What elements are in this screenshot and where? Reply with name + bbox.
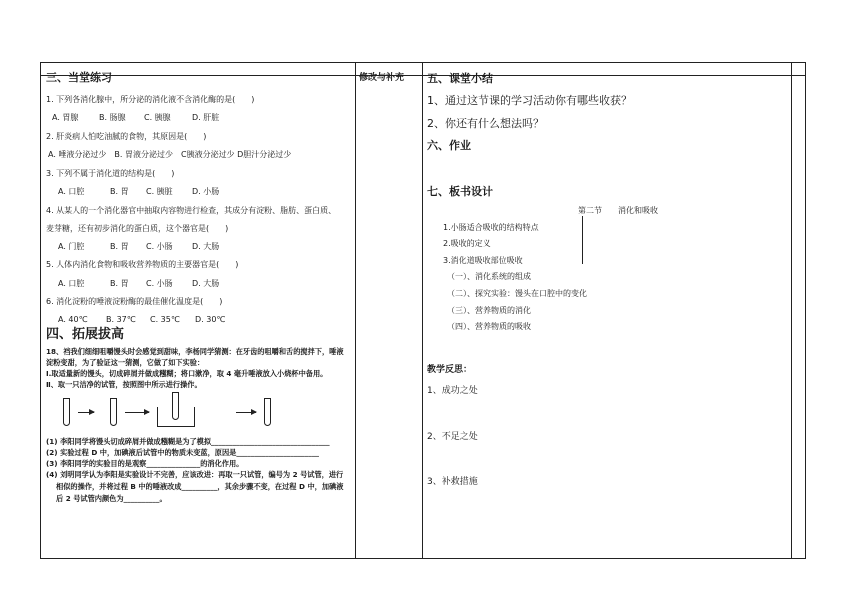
- q6-option-b: B. 37℃: [106, 315, 136, 324]
- q2-options: A. 唾液分泌过少 B. 胃液分泌过少 C胰液分泌过少 D胆汁分泌过少: [48, 150, 292, 159]
- board-sub-4: （四）、营养物质的吸收: [447, 322, 531, 331]
- board-item-1: 1.小肠适合吸收的结构特点: [443, 223, 539, 232]
- section4-title: 四、拓展拔高: [46, 327, 125, 342]
- board-bracket: [582, 216, 583, 264]
- q18-line1: 18、裆我们细细咀嚼馒头时会感觉到甜味，李杨同学猜测：在牙齿的咀嚼和舌的搅拌下，唾液: [46, 347, 344, 356]
- q6-option-a: A. 40℃: [58, 315, 88, 324]
- question-3: 3. 下列不属于消化道的结构是( ): [46, 169, 175, 178]
- section5-title: 五、课堂小结: [427, 72, 493, 85]
- header-rule: [41, 75, 805, 76]
- test-tube-a: [63, 398, 70, 426]
- question-5: 5. 人体内消化食物和吸收营养物质的主要器官是( ): [46, 260, 239, 269]
- q5-option-a: A. 口腔: [58, 279, 85, 288]
- board-title: 第二节 消化和吸收: [578, 206, 658, 215]
- board-sub-3: （三）、营养物质的消化: [447, 306, 531, 315]
- q6-option-c: C. 35℃: [150, 315, 180, 324]
- q18-step2: Ⅱ、取一只洁净的试管，按照图中所示进行操作。: [46, 380, 202, 389]
- question-1: 1. 下列各消化腺中，所分泌的消化液不含消化酶的是( ): [46, 95, 255, 104]
- reflection-remedy: 3、补救措施: [427, 477, 478, 487]
- question-4-line1: 4. 从某人的一个消化器官中抽取内容物进行检查，其成分有淀粉、脂肪、蛋白质、: [46, 206, 337, 215]
- column-divider-right: [422, 63, 423, 558]
- board-sub-1: （一）、消化系统的组成: [447, 272, 531, 281]
- sub-question-2: (2) 实验过程 D 中，加碘液后试管中的物质未变蓝，原因是_______________________: [46, 448, 320, 457]
- q4-option-c: C. 小肠: [146, 242, 173, 251]
- section3-title: 三、当堂练习: [46, 71, 112, 84]
- reflection-title: 教学反思：: [427, 365, 473, 375]
- test-tube-c: [172, 392, 179, 420]
- section6-title: 六、作业: [427, 139, 471, 152]
- q6-option-d: D. 30℃: [195, 315, 226, 324]
- test-tube-d: [264, 398, 271, 426]
- reflection-shortcoming: 2、不足之处: [427, 432, 478, 442]
- q3-option-d: D. 小肠: [192, 187, 220, 196]
- q1-option-c: C. 胰腺: [144, 113, 171, 122]
- q3-option-c: C. 胰脏: [146, 187, 173, 196]
- sub-question-4-line2: 相似的操作，并将过程 B 中的唾液改成__________，其余步骤不变，在过程 D 中，加碘液: [56, 482, 344, 491]
- arrow-2: [125, 412, 149, 413]
- question-4-line2: 麦芽糖，还有初步消化的蛋白质，这个器官是( ): [46, 224, 229, 233]
- reflection-success: 1、成功之处: [427, 386, 478, 396]
- q5-option-d: D. 大肠: [192, 279, 220, 288]
- revision-column-header: 修改与补充: [359, 73, 405, 83]
- board-item-2: 2.吸收的定义: [443, 239, 491, 248]
- q18-step1: Ⅰ.取适量新的馒头，切成碎屑并做成糨糊；将口漱净，取 4 毫升唾液放入小烧杯中备用。: [46, 369, 328, 378]
- sub-question-3: (3) 李阳同学的实验目的是观察_______________的消化作用。: [46, 459, 244, 468]
- q1-option-a: A. 胃腺: [52, 113, 79, 122]
- q18-line2: 淀粉变甜，为了验证这一猜测，它做了如下实验：: [46, 358, 205, 367]
- summary-question-2: 2、你还有什么想法吗？: [427, 117, 544, 130]
- sub-question-4-line1: (4) 刘明同学认为李阳是实验设计不完善，应该改进：再取一只试管，编号为 2 号试管，进行: [46, 470, 344, 479]
- q1-option-d: D. 肝脏: [192, 113, 220, 122]
- arrow-3: [236, 412, 256, 413]
- question-2: 2. 肝炎病人怕吃油腻的食物，其原因是( ): [46, 132, 207, 141]
- sub-question-1: (1) 李阳同学将馒头切成碎屑并做成糨糊是为了模拟_________________________________: [46, 437, 330, 446]
- question-6: 6. 消化淀粉的唾液淀粉酶的最佳催化温度是( ): [46, 297, 223, 306]
- board-item-3: 3.消化道吸收部位吸收: [443, 256, 523, 265]
- q3-option-b: B. 胃: [110, 187, 129, 196]
- q5-option-b: B. 胃: [110, 279, 129, 288]
- section7-title: 七、板书设计: [427, 185, 493, 198]
- column-divider-edge: [791, 63, 792, 558]
- q1-option-b: B. 肠腺: [99, 113, 126, 122]
- summary-question-1: 1、通过这节课的学习活动你有哪些收获？: [427, 94, 632, 107]
- test-tube-b: [110, 398, 117, 426]
- q4-option-d: D. 大肠: [192, 242, 220, 251]
- q4-option-a: A. 门腔: [58, 242, 85, 251]
- column-divider-left: [355, 63, 356, 558]
- board-sub-2: （二）、探究实验：馒头在口腔中的变化: [447, 289, 587, 298]
- sub-question-4-line3: 后 2 号试管内颜色为__________。: [56, 494, 167, 503]
- q3-option-a: A. 口腔: [58, 187, 85, 196]
- arrow-1: [78, 412, 94, 413]
- q4-option-b: B. 胃: [110, 242, 129, 251]
- q5-option-c: C. 小肠: [146, 279, 173, 288]
